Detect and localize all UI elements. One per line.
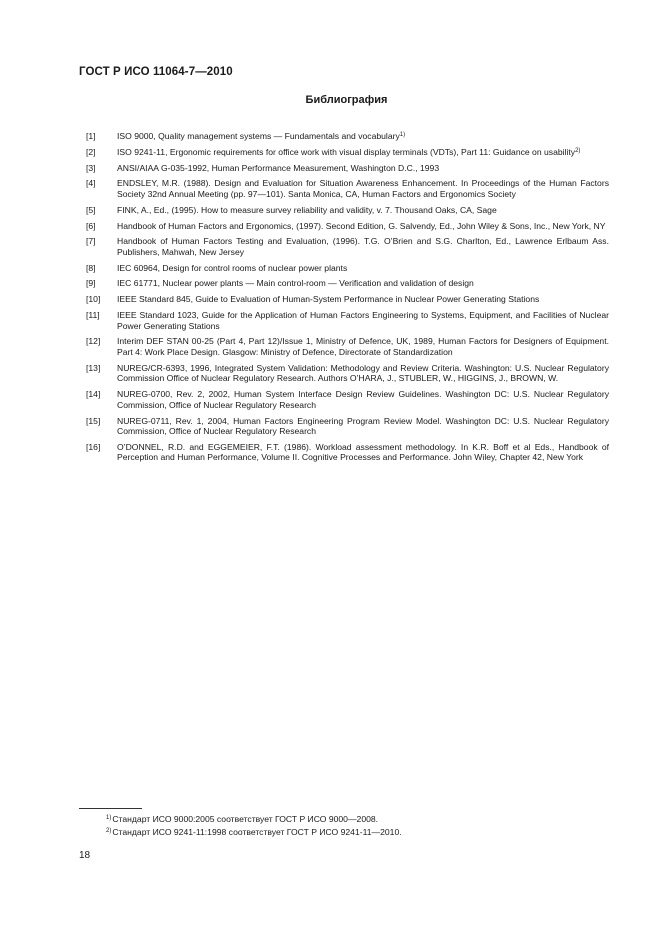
entry-text-body: ISO 9241-11, Ergonomic requirements for office work with visual display terminals (VDTs), Part 11: Guidance on usability [117, 146, 576, 157]
bibliography-entry [79, 336, 609, 357]
entry-number: [5] [86, 204, 96, 215]
bibliography-title: Библиография [305, 94, 388, 106]
entry-text: Interim DEF STAN 00-25 (Part 4, Part 12)/Issue 1, Ministry of Defence, UK, 1989, Human Factors for Designers of Equipment. Part 4: Work Place Design. Glasgow: Ministry of Defence, Directorate of Standardization [117, 336, 609, 357]
entry-text [117, 147, 609, 158]
entry-number: [4] [86, 178, 96, 189]
entry-number: [3] [86, 162, 96, 173]
entry-text: IEC 61771, Nuclear power plants — Main control-room — Verification and validation of design [117, 278, 474, 289]
bibliography-entry [79, 221, 609, 232]
entry-text: IEC 60964, Design for control rooms of nuclear power plants [117, 262, 348, 273]
footnote [79, 826, 579, 839]
entry-text: NUREG-0711, Rev. 1, 2004, Human Factors Engineering Program Review Model. Washington DC: U.S. Nuclear Regulatory Commission, Office of Nuclear Regulatory Research [117, 415, 609, 437]
entry-number: [10] [86, 294, 101, 305]
entry-text: ENDSLEY, M.R. (1988). Design and Evaluation for Situation Awareness Enhancement. In Proceedings of the Human Factors Society 32nd Annual Meeting (pp. 97—101). Santa Monica, CA, Human Factors and Ergonomics Society [117, 178, 609, 199]
footnote-text: Стандарт ИСО 9241-11:1998 соответствует ГОСТ Р ИСО 9241-11—2010. [112, 826, 402, 837]
bibliography-entry [79, 178, 609, 199]
bibliography-entry [79, 389, 609, 410]
bibliography-entry [79, 363, 609, 384]
entry-number: [8] [86, 262, 96, 273]
bibliography-entry [79, 310, 609, 331]
footnote-mark: 2) [106, 827, 112, 834]
footnote-text: Стандарт ИСО 9000:2005 соответствует ГОСТ Р ИСО 9000—2008. [112, 814, 379, 824]
entry-text: IEEE Standard 845, Guide to Evaluation of Human-System Performance in Nuclear Power Generating Stations [117, 294, 540, 305]
bibliography-entry [79, 147, 609, 158]
page-number: 18 [79, 850, 91, 861]
entry-text: FINK, A., Ed., (1995). How to measure survey reliability and validity, v. 7. Thousand Oaks, CA, Sage [117, 204, 497, 215]
entry-text-body: ISO 9000, Quality management systems — Fundamentals and vocabulary [117, 131, 400, 141]
entry-text: NUREG-0700, Rev. 2, 2002, Human System Interface Design Review Guidelines. Washington DC: U.S. Nuclear Regulatory Commission, Office of Nuclear Regulatory Research [117, 389, 609, 410]
entry-number: [6] [86, 220, 96, 231]
bibliography-entry [79, 236, 609, 257]
entry-text: IEEE Standard 1023, Guide for the Application of Human Factors Engineering to Systems, Equipment, and Facilities of Nuclear Power Generating Stations [117, 310, 609, 331]
entry-text: NUREG/CR-6393, 1996, Integrated System Validation: Methodology and Review Criteria. Washington: U.S. Nuclear Regulatory Commission Office of Nuclear Regulatory Research. Authors O’HARA, J., STUBLER, W., HIGGINS, J., BROWN, W. [117, 362, 609, 384]
bibliography-list [79, 131, 609, 468]
entry-text: O’DONNEL, R.D. and EGGEMEIER, F.T. (1986). Workload assessment methodology. In K.R. Boff et al Eds., Handbook of Perception and Human Performance, Volume II. Cognitive Processes and Performance. John Wiley, Chapter 42, New York [117, 441, 609, 463]
entry-text [117, 131, 609, 142]
entry-text: Handbook of Human Factors Testing and Evaluation, (1996). T.G. O’Brien and S.G. Charlton, Ed., Lawrence Erlbaum Ass. Publishers, Mahwah, New Jersey [117, 236, 609, 257]
entry-number: [13] [86, 362, 101, 373]
standard-header: ГОСТ Р ИСО 11064-7—2010 [79, 66, 233, 78]
footnotes [79, 813, 579, 838]
bibliography-entry [79, 263, 609, 274]
bibliography-entry [79, 416, 609, 437]
entry-text: ANSI/AIAA G-035-1992, Human Performance Measurement, Washington D.C., 1993 [117, 162, 440, 173]
footnote-divider [79, 808, 142, 809]
footnote-mark: 1) [106, 815, 112, 821]
entry-text: Handbook of Human Factors and Ergonomics, (1997). Second Edition, G. Salvendy, Ed., John Wiley & Sons, Inc., New York, NY [117, 220, 606, 231]
entry-number: [2] [86, 146, 96, 157]
entry-number: [1] [86, 131, 96, 141]
bibliography-entry [79, 278, 609, 289]
footnote [79, 813, 579, 826]
bibliography-entry [79, 442, 609, 463]
entry-number: [11] [86, 310, 100, 320]
entry-number: [16] [86, 441, 101, 452]
bibliography-entry [79, 163, 609, 174]
bibliography-entry [79, 131, 609, 142]
entry-number: [9] [86, 278, 96, 289]
bibliography-entry [79, 294, 609, 305]
footnote-marker: 1) [399, 132, 406, 138]
entry-number: [12] [86, 336, 101, 347]
entry-number: [15] [86, 415, 101, 426]
entry-number: [14] [86, 389, 101, 400]
footnote-marker: 2) [575, 147, 581, 154]
entry-number: [7] [86, 236, 96, 247]
bibliography-entry [79, 205, 609, 216]
